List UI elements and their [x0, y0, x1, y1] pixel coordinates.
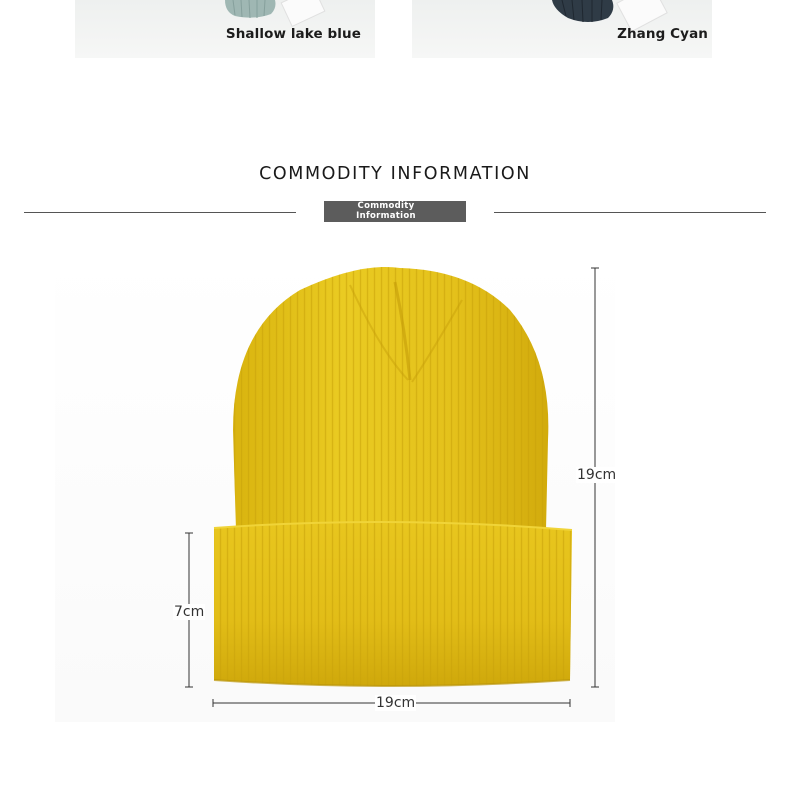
dimension-total-height: 19cm	[577, 467, 617, 483]
beanie-hat-icon	[214, 267, 572, 686]
subtitle-line-2: Information	[356, 211, 416, 221]
subtitle-line-1: Commodity	[357, 201, 415, 211]
color-option-label: Zhang Cyan	[617, 26, 708, 42]
section-title: COMMODITY INFORMATION	[259, 164, 531, 184]
color-option-label: Shallow lake blue	[225, 26, 361, 42]
dimension-width: 19cm	[376, 695, 416, 711]
dimension-cuff-height: 7cm	[174, 604, 205, 620]
